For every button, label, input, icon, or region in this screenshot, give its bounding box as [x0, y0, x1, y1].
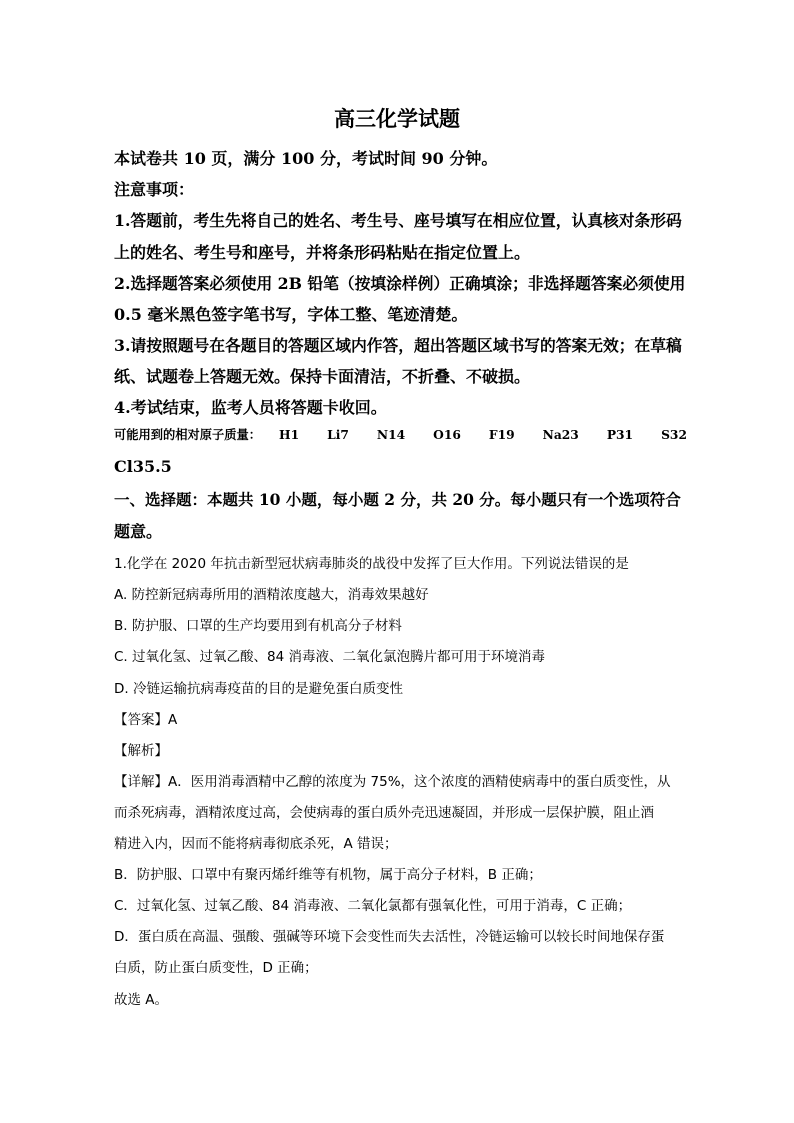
- option-b: B. 防护服、口罩的生产均要用到有机高分子材料: [114, 618, 402, 634]
- atomic-mass-item: F19: [488, 427, 515, 442]
- option-c: C. 过氧化氢、过氧乙酸、84 消毒液、二氧化氯泡腾片都可用于环境消毒: [114, 649, 545, 665]
- notice-line: 上的姓名、考生号和座号，并将条形码粘贴在指定位置上。: [114, 243, 531, 262]
- atomic-mass-item: S32: [661, 427, 687, 442]
- exam-intro: 本试卷共 10 页，满分 100 分，考试时间 90 分钟。: [114, 149, 498, 168]
- notice-line: 0.5 毫米黑色签字笔书写，字体工整、笔迹清楚。: [114, 305, 468, 324]
- notice-line: 2.选择题答案必须使用 2B 铅笔（按填涂样例）正确填涂；非选择题答案必须使用: [114, 274, 686, 293]
- option-d: D. 冷链运输抗病毒疫苗的目的是避免蛋白质变性: [114, 681, 403, 697]
- atomic-mass-item: H1: [279, 427, 300, 442]
- atomic-mass-item: O16: [433, 427, 461, 442]
- section-heading: 一、选择题：本题共 10 小题，每小题 2 分，共 20 分。每小题只有一个选项符合: [114, 490, 681, 509]
- detail-line: 【详解】A．医用消毒酒精中乙醇的浓度为 75%，这个浓度的酒精使病毒中的蛋白质变性，从: [114, 774, 671, 790]
- atomic-mass-item: P31: [606, 427, 634, 442]
- atomic-mass-item: Li7: [327, 427, 349, 442]
- notice-heading: 注意事项：: [114, 180, 195, 199]
- notice-line: 纸、试题卷上答题无效。保持卡面清洁，不折叠、不破损。: [114, 367, 531, 386]
- option-a: A. 防控新冠病毒所用的酒精浓度越大，消毒效果越好: [114, 587, 429, 603]
- detail-line: C．过氧化氢、过氧乙酸、84 消毒液、二氧化氯都有强氧化性，可用于消毒，C 正确；: [114, 898, 632, 914]
- detail-line: 白质，防止蛋白质变性，D 正确；: [114, 960, 318, 976]
- question-stem: 1.化学在 2020 年抗击新型冠状病毒肺炎的战役中发挥了巨大作用。下列说法错误的是: [114, 556, 629, 572]
- notice-line: 4.考试结束，监考人员将答题卡收回。: [114, 398, 387, 417]
- atomic-mass-item: N14: [376, 427, 406, 442]
- detail-line: B．防护服、口罩中有聚丙烯纤维等有机物，属于高分子材料，B 正确；: [114, 867, 542, 883]
- page-title: 高三化学试题: [334, 106, 460, 131]
- detail-line: 而杀死病毒，酒精浓度过高，会使病毒的蛋白质外壳迅速凝固，并形成一层保护膜，阻止酒: [114, 805, 654, 821]
- detail-line: 故选 A。: [114, 992, 169, 1008]
- notice-line: 3.请按照题号在各题目的答题区域内作答，超出答题区域书写的答案无效；在草稿: [114, 336, 682, 355]
- section-heading: 题意。: [114, 522, 163, 541]
- detail-line: 精进入内，因而不能将病毒彻底杀死，A 错误；: [114, 836, 398, 852]
- atomic-mass-item: Cl35.5: [114, 457, 172, 476]
- analysis-label: 【解析】: [114, 743, 168, 759]
- atomic-mass-item: Na23: [542, 427, 579, 442]
- answer-label: 【答案】A: [114, 712, 178, 728]
- atomic-mass-row: [114, 425, 687, 443]
- notice-line: 1.答题前，考生先将自己的姓名、考生号、座号填写在相应位置，认真核对条形码: [114, 211, 682, 230]
- detail-line: D．蛋白质在高温、强酸、强碱等环境下会变性而失去活性，冷链运输可以较长时间地保存蛋: [114, 929, 665, 945]
- atomic-mass-label: 可能用到的相对原子质量：: [114, 427, 261, 442]
